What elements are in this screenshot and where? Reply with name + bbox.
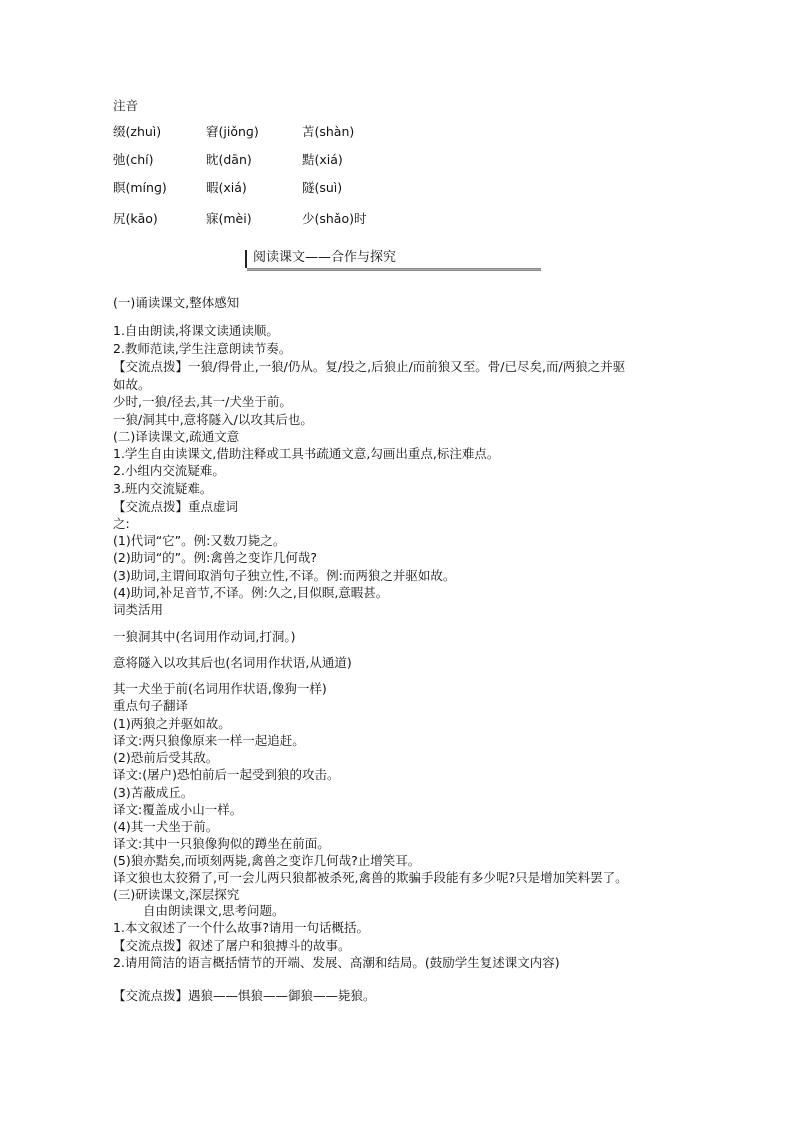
- text-line: (4)助词,补足音节,不译。例:久之,目似瞑,意暇甚。: [113, 585, 389, 600]
- heading: 重点句子翻译: [113, 698, 189, 713]
- pinyin-item: 暇(xiá): [206, 180, 247, 195]
- text-line: 译文:(屠户)恐怕前后一起受到狼的攻击。: [113, 767, 340, 782]
- text-line: (3)助词,主谓间取消句子独立性,不译。例:而两狼之并驱如故。: [113, 568, 456, 583]
- pinyin-item: 隧(suì): [302, 180, 343, 195]
- section-title: 阅读课文——合作与探究: [253, 250, 397, 265]
- text-line: (2)恐前后受其敌。: [113, 750, 219, 765]
- text-line: 译文:覆盖成小山一样。: [113, 802, 243, 817]
- text-line: 【交流点拨】遇狼——惧狼——御狼——毙狼。: [113, 988, 376, 1003]
- pinyin-item: 瞑(mínɡ): [113, 180, 167, 195]
- text-line: (3)苫蔽成丘。: [113, 785, 194, 800]
- text-line: 1.学生自由读课文,借助注释或工具书疏通文意,勾画出重点,标注难点。: [113, 446, 500, 461]
- text-line: 2.请用简洁的语言概括情节的开端、发展、高潮和结局。(鼓励学生复述课文内容): [113, 955, 560, 970]
- section-dotted-rule: [247, 268, 541, 271]
- text-line: 3.班内交流疑难。: [113, 481, 213, 496]
- pinyin-item: 尻(kāo): [113, 211, 158, 226]
- text-line: (2)助词“的”。例:禽兽之变诈几何哉?: [113, 550, 318, 565]
- text-line: 【交流点拨】叙述了屠户和狼搏斗的故事。: [113, 938, 351, 953]
- text-line: 2.教师范读,学生注意朗读节奏。: [113, 341, 292, 356]
- pinyin-item: 少(shǎo)时: [302, 211, 367, 226]
- text-line: 如故。: [113, 377, 151, 392]
- text-line: (4)其一犬坐于前。: [113, 819, 219, 834]
- text-line: 其一犬坐于前(名词用作状语,像狗一样): [113, 681, 327, 696]
- text-line: 一狼洞其中(名词用作动词,打洞。): [113, 629, 296, 644]
- text-line: (1)代词“它”。例:又数刀毙之。: [113, 533, 286, 548]
- text-line: 自由朗读课文,思考问题。: [143, 903, 285, 918]
- text-line: 意将隧入以攻其后也(名词用作状语,从通道): [113, 655, 352, 670]
- section-header: [245, 248, 541, 272]
- text-line: 1.自由朗读,将课文读通读顺。: [113, 323, 279, 338]
- text-line: 一狼/洞其中,意将隧入/以攻其后也。: [113, 412, 313, 427]
- text-line: 少时,一狼/径去,其一/犬坐于前。: [113, 394, 292, 409]
- text-line: 【交流点拨】一狼/得骨止,一狼/仍从。复/投之,后狼止/而前狼又至。骨/已尽矣,而/两狼之并驱: [113, 359, 626, 374]
- text-line: (1)两狼之并驱如故。: [113, 716, 231, 731]
- pinyin-item: 苫(shàn): [302, 124, 355, 139]
- text-line: 译文狼也太狡猾了,可一会儿两只狼都被杀死,禽兽的欺骗手段能有多少呢?只是增加笑料罢了。: [113, 870, 628, 885]
- pinyin-item: 眈(dān): [206, 152, 252, 167]
- pinyin-item: 窘(jiǒnɡ): [206, 124, 259, 139]
- text-line: 2.小组内交流疑难。: [113, 463, 225, 478]
- heading: 词类活用: [113, 602, 164, 617]
- pinyin-item: 寐(mèi): [206, 211, 252, 226]
- notes-title: 注音: [113, 98, 139, 113]
- section-bar: [245, 250, 247, 268]
- text-line: 1.本文叙述了一个什么故事?请用一句话概括。: [113, 920, 370, 935]
- text-line: 之:: [113, 516, 130, 531]
- text-line: 译文:两只狼像原来一样一起追赶。: [113, 733, 305, 748]
- pinyin-item: 黠(xiá): [302, 152, 343, 167]
- heading: (三)研读课文,深层探究: [113, 887, 240, 902]
- heading: (一)诵读课文,整体感知: [113, 295, 240, 310]
- pinyin-item: 缀(zhuì): [113, 124, 162, 139]
- text-line: 【交流点拨】重点虚词: [113, 499, 239, 514]
- heading: (二)译读课文,疏通文意: [113, 429, 240, 444]
- pinyin-item: 弛(chí): [113, 152, 154, 167]
- text-line: 译文:其中一只狼像狗似的蹲坐在前面。: [113, 836, 330, 851]
- text-line: (5)狼亦黠矣,而顷刻两毙,禽兽之变诈几何哉?止增笑耳。: [113, 853, 421, 868]
